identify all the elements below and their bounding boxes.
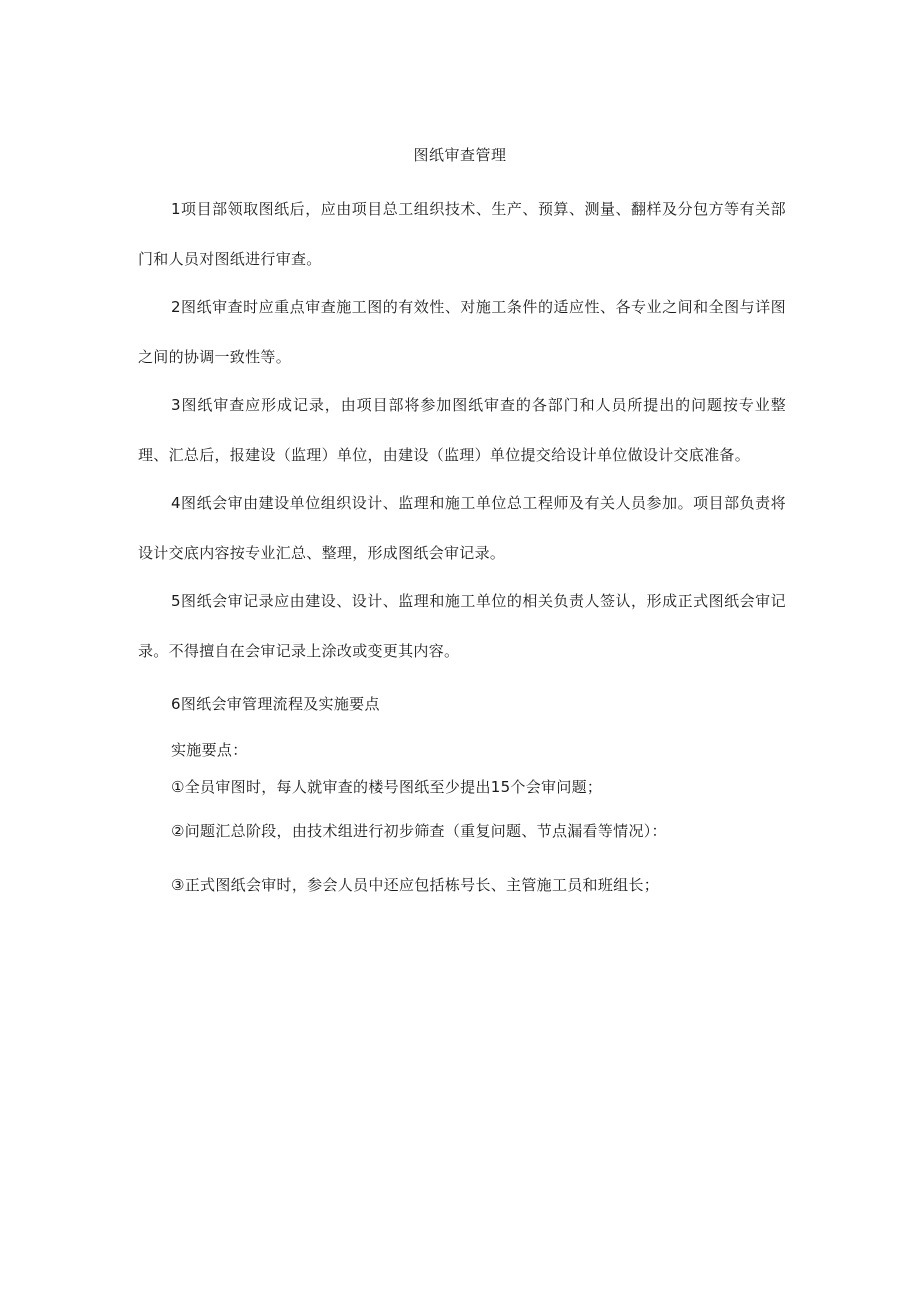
document-title: 图纸审查管理 <box>413 146 507 164</box>
paragraph-5: 5图纸会审记录应由建设、设计、监理和施工单位的相关负责人签认，形成正式图纸会审记录。不得擅自在会审记录上涂改或变更其内容。 <box>138 592 786 660</box>
key-point-2: ②问题汇总阶段，由技术组进行初步筛查（重复问题、节点漏看等情况）： <box>171 822 667 840</box>
key-point-3: ③正式图纸会审时，参会人员中还应包括栋号长、主管施工员和班组长； <box>171 876 660 894</box>
key-points-label: 实施要点： <box>171 741 248 759</box>
section-6-heading: 6图纸会审管理流程及实施要点 <box>171 695 380 713</box>
paragraph-4: 4图纸会审由建设单位组织设计、监理和施工单位总工程师及有关人员参加。项目部负责将设计交底内容按专业汇总、整理，形成图纸会审记录。 <box>138 494 786 562</box>
key-point-1: ①全员审图时，每人就审查的楼号图纸至少提出15个会审问题； <box>171 778 603 796</box>
paragraph-3: 3图纸审查应形成记录，由项目部将参加图纸审查的各部门和人员所提出的问题按专业整理、汇总后，报建设（监理）单位，由建设（监理）单位提交给设计单位做设计交底准备。 <box>138 396 786 464</box>
paragraph-2: 2图纸审查时应重点审查施工图的有效性、对施工条件的适应性、各专业之间和全图与详图之间的协调一致性等。 <box>138 298 786 366</box>
paragraph-1: 1项目部领取图纸后，应由项目总工组织技术、生产、预算、测量、翻样及分包方等有关部门和人员对图纸进行审查。 <box>138 200 786 268</box>
